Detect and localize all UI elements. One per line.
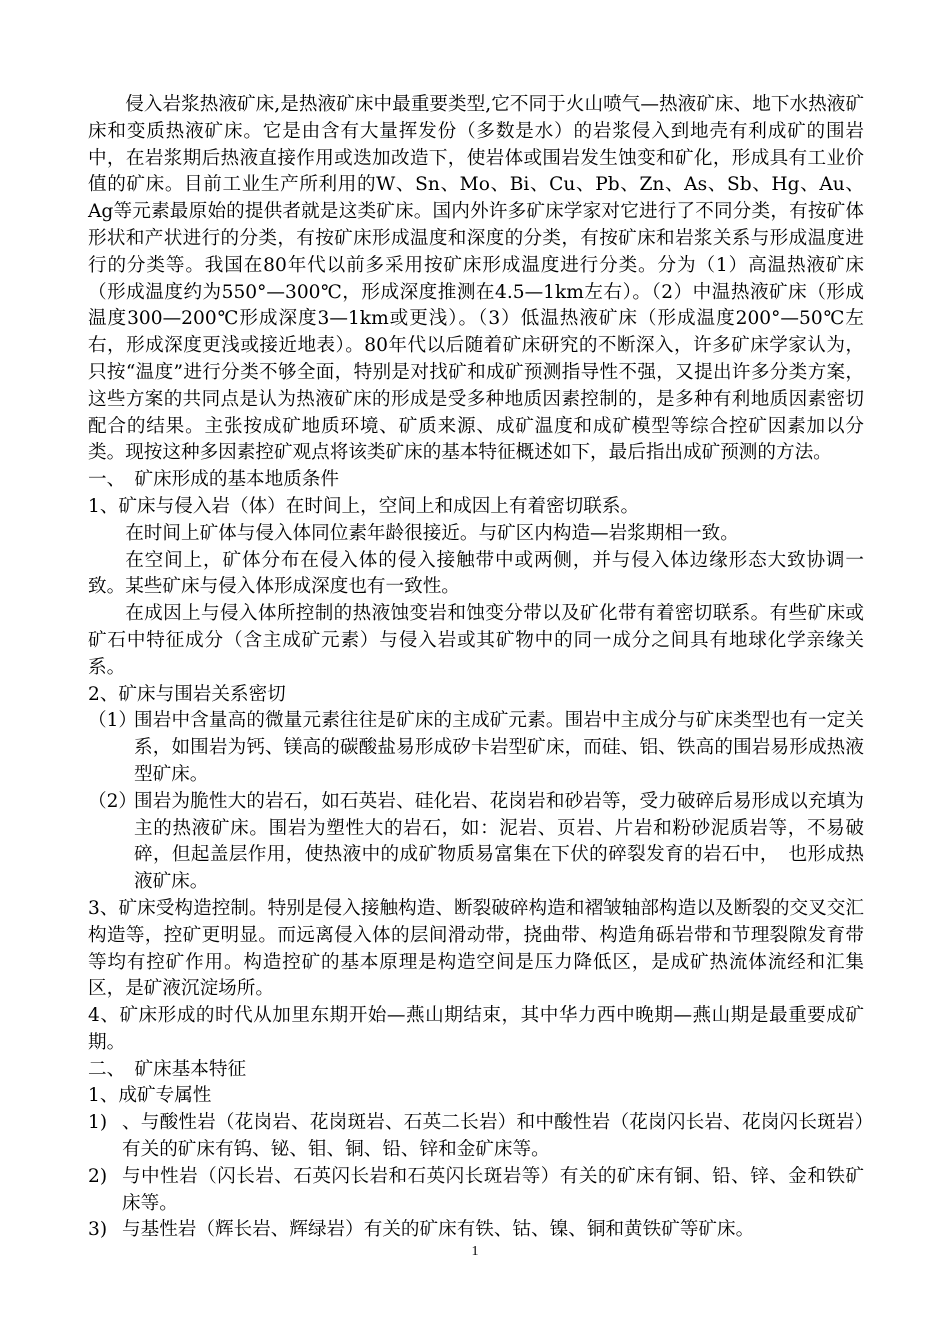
- intro-paragraph: 侵入岩浆热液矿床,是热液矿床中最重要类型,它不同于火山喷气—热液矿床、地下水热液矿床和变质热液矿床。它是由含有大量挥发份（多数是水）的岩浆侵入到地壳有利成矿的围岩中，在岩浆期后热液直接作用或迭加改造下，使岩体或围岩发生蚀变和矿化，形成具有工业价值的矿床。目前工业生产所利用的W、Sn、Mo、Bi、Cu、Pb、Zn、As、Sb、Hg、Au、Ag等元素最原始的提供者就是这类矿床。国内外许多矿床学家对它进行了不同分类，有按矿体形状和产状进行的分类，有按矿床形成温度和深度的分类，有按矿床和岩浆关系与形成温度进行的分类等。我国在80年代以前多采用按矿床形成温度进行分类。分为（1）高温热液矿床（形成温度约为550°—300℃，形成深度推测在4.5—1km左右）。（2）中温热液矿床（形成温度300—200℃形成深度3—1km或更浅）。（3）低温热液矿床（形成温度200°—50℃左右，形成深度更浅或接近地表）。80年代以后随着矿床研究的不断深入，许多矿床学家认为，只按“温度”进行分类不够全面，特别是对找矿和成矿预测指导性不强，又提出许多分类方案，这些方案的共同点是认为热液矿床的形成是受多种地质因素控制的，是多种有利地质因素密切配合的结果。主张按成矿地质环境、矿质来源、成矿温度和成矿模型等综合控矿因素加以分类。现按这种多因素控矿观点将该类矿床的基本特征概述如下，最后指出成矿预测的方法。: [88, 94, 864, 464]
- item-2-heading: 2、矿床与围岩关系密切: [88, 683, 286, 705]
- item-1-time-paragraph: 在时间上矿体与侵入体同位素年龄很接近。与矿区内构造—岩浆期相一致。: [125, 522, 739, 544]
- section-heading-2: 二、 矿床基本特征: [88, 1058, 247, 1080]
- item-1-genesis-paragraph: 在成因上与侵入体所控制的热液蚀变岩和蚀变分带以及矿化带有着密切联系。有些矿床或矿石中特征成分（含主成矿元素）与侵入岩或其矿物中的同一成分之间具有地球化学亲缘关系。: [88, 603, 864, 678]
- list-text: 围岩中含量高的微量元素往往是矿床的主成矿元素。围岩中主成分与矿床类型也有一定关系，如围岩为钙、镁高的碳酸盐易形成矽卡岩型矿床，而硅、铝、铁高的围岩易形成热液型矿床。: [134, 710, 864, 785]
- list-number: 2): [88, 1165, 108, 1187]
- list-text: 与基性岩（辉长岩、辉绿岩）有关的矿床有铁、钴、镍、铜和黄铁矿等矿床。: [122, 1219, 755, 1241]
- item-4-paragraph: 4、矿床形成的时代从加里东期开始—燕山期结束，其中华力西中晚期—燕山期是最重要成矿期。: [88, 1005, 864, 1053]
- item-1-space-paragraph: 在空间上，矿体分布在侵入体的侵入接触带中或两侧，并与侵入体边缘形态大致协调一致。某些矿床与侵入体形成深度也有一致性。: [88, 549, 864, 598]
- list-text: 围岩为脆性大的岩石，如石英岩、硅化岩、花岗岩和砂岩等，受力破碎后易形成以充填为主的热液矿床。围岩为塑性大的岩石，如：泥岩、页岩、片岩和粉砂泥质岩等，不易破碎，但起盖层作用，使热液中的成矿物质易富集在下伏的碎裂发育的岩石中， 也形成热液矿床。: [134, 790, 864, 893]
- sub-heading-metallogenic-specialization: 1、成矿专属性: [88, 1085, 212, 1107]
- list-number: （2）: [88, 790, 138, 812]
- list-number: 1): [88, 1112, 108, 1134]
- document-body: [88, 92, 864, 1244]
- page-number: 1: [471, 1244, 479, 1259]
- list-text: 、与酸性岩（花岗岩、花岗斑岩、石英二长岩）和中酸性岩（花岗闪长岩、花岗闪长斑岩）有关的矿床有钨、铋、钼、铜、铅、锌和金矿床等。: [122, 1112, 864, 1161]
- section-heading-1: 一、 矿床形成的基本地质条件: [88, 469, 340, 491]
- item-2-sub-1: [88, 708, 864, 788]
- specialization-item-2: [88, 1164, 864, 1218]
- specialization-item-3: [88, 1217, 864, 1244]
- list-text: 与中性岩（闪长岩、石英闪长岩和石英闪长斑岩等）有关的矿床有铜、铅、锌、金和铁矿床等。: [122, 1165, 864, 1214]
- specialization-item-1: [88, 1110, 864, 1164]
- list-number: （1）: [88, 710, 138, 732]
- item-1-heading: 1、矿床与侵入岩（体）在时间上，空间上和成因上有着密切联系。: [88, 495, 640, 517]
- item-2-sub-2: [88, 789, 864, 896]
- item-3-paragraph: 3、矿床受构造控制。特别是侵入接触构造、断裂破碎构造和褶皱轴部构造以及断裂的交叉交汇构造等，控矿更明显。而远离侵入体的层间滑动带，挠曲带、构造角砾岩带和节理裂隙发育带等均有控矿作用。构造控矿的基本原理是构造空间是压力降低区，是成矿热流体流经和汇集区，是矿液沉淀场所。: [88, 897, 864, 1000]
- list-number: 3): [88, 1219, 108, 1241]
